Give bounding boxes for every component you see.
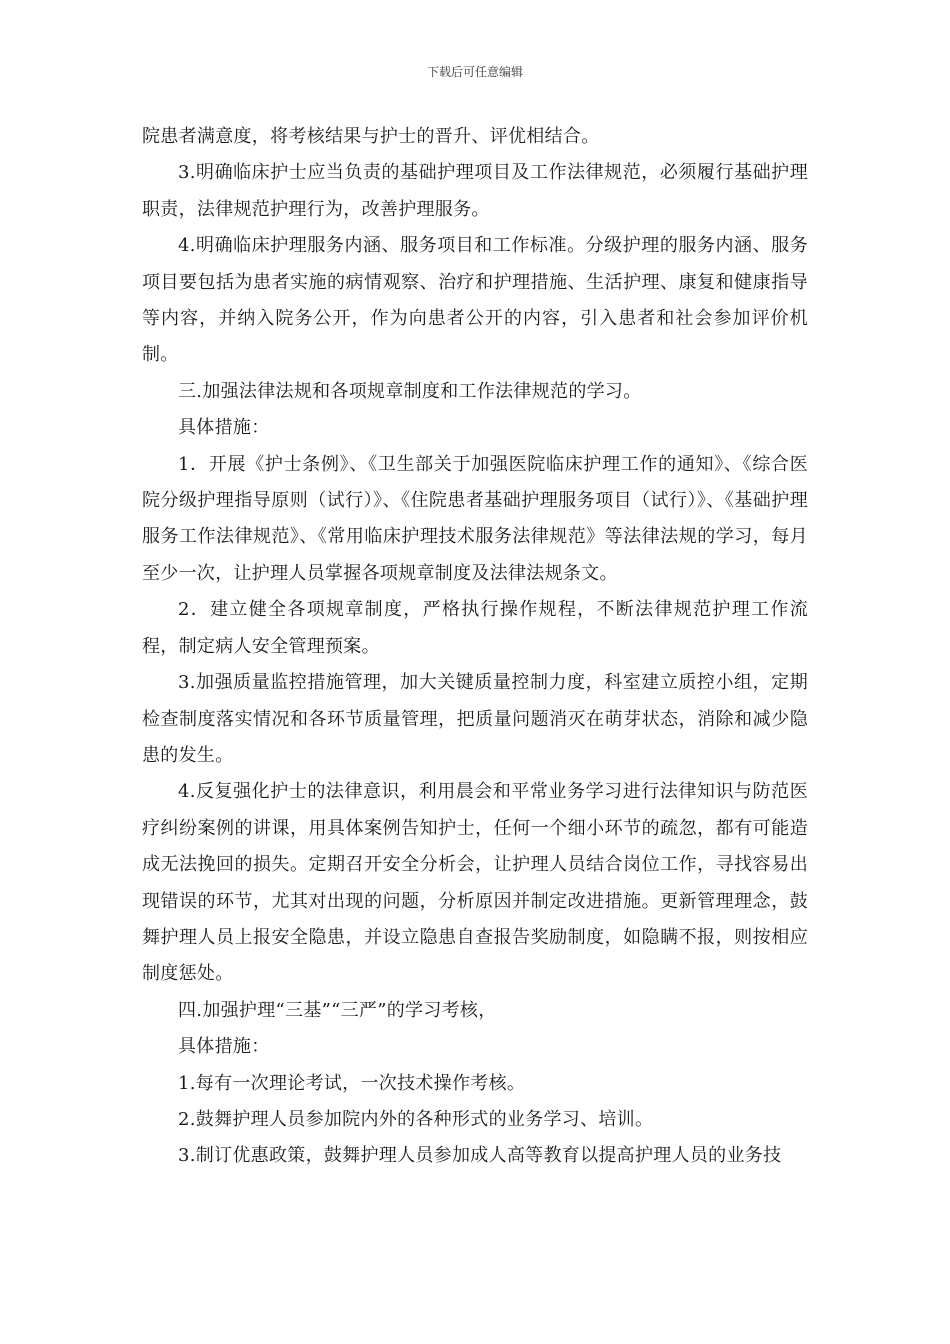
measures-label: 具体措施： bbox=[178, 1036, 270, 1058]
document-body bbox=[142, 119, 808, 1175]
paragraph: 3.明确临床护士应当负责的基础护理项目及工作法律规范，必须履行基础护理职责，法律规范护理行为，改善护理服务。 bbox=[142, 162, 808, 220]
page-header: 下载后可任意编辑 bbox=[426, 65, 523, 79]
paragraph: 3.制订优惠政策，鼓舞护理人员参加成人高等教育以提高护理人员的业务技 bbox=[178, 1145, 782, 1167]
paragraph: 4.明确临床护理服务内涵、服务项目和工作标准。分级护理的服务内涵、服务项目要包括为患者实施的病情观察、治疗和护理措施、生活护理、康复和健康指导等内容，并纳入院务公开，作为向患者公开的内容，引入患者和社会参加评价机制。 bbox=[142, 235, 808, 366]
paragraph: 院患者满意度，将考核结果与护士的晋升、评优相结合。 bbox=[142, 126, 600, 147]
section-heading: 四.加强护理“三基”“三严”的学习考核， bbox=[178, 999, 497, 1021]
paragraph: 4.反复强化护士的法律意识，利用晨会和平常业务学习进行法律知识与防范医疗纠纷案例的讲课，用具体案例告知护士，任何一个细小环节的疏忽，都有可能造成无法挽回的损失。定期召开安全分析会，让护理人员结合岗位工作，寻找容易出现错误的环节，尤其对出现的问题，分析原因并制定改进措施。更新管理理念，鼓舞护理人员上报安全隐患，并设立隐患自查报告奖励制度，如隐瞒不报，则按相应制度惩处。 bbox=[142, 781, 808, 985]
paragraph: 2．建立健全各项规章制度，严格执行操作规程，不断法律规范护理工作流程，制定病人安全管理预案。 bbox=[142, 599, 808, 657]
paragraph: 1．开展《护士条例》、《卫生部关于加强医院临床护理工作的通知》、《综合医院分级护理指导原则（试行）》、《住院患者基础护理服务项目（试行）》、《基础护理服务工作法律规范》、《常用临床护理技术服务法律规范》等法律法规的学习，每月至少一次，让护理人员掌握各项规章制度及法律法规条文。 bbox=[142, 453, 808, 584]
measures-label: 具体措施： bbox=[178, 417, 270, 439]
section-heading: 三.加强法律法规和各项规章制度和工作法律规范的学习。 bbox=[178, 380, 642, 402]
paragraph: 3.加强质量监控措施管理，加大关键质量控制力度，科室建立质控小组，定期检查制度落实情况和各环节质量管理，把质量问题消灭在萌芽状态，消除和减少隐患的发生。 bbox=[142, 672, 808, 766]
paragraph: 2.鼓舞护理人员参加院内外的各种形式的业务学习、培训。 bbox=[178, 1108, 654, 1130]
paragraph: 1.每有一次理论考试，一次技术操作考核。 bbox=[178, 1072, 526, 1094]
